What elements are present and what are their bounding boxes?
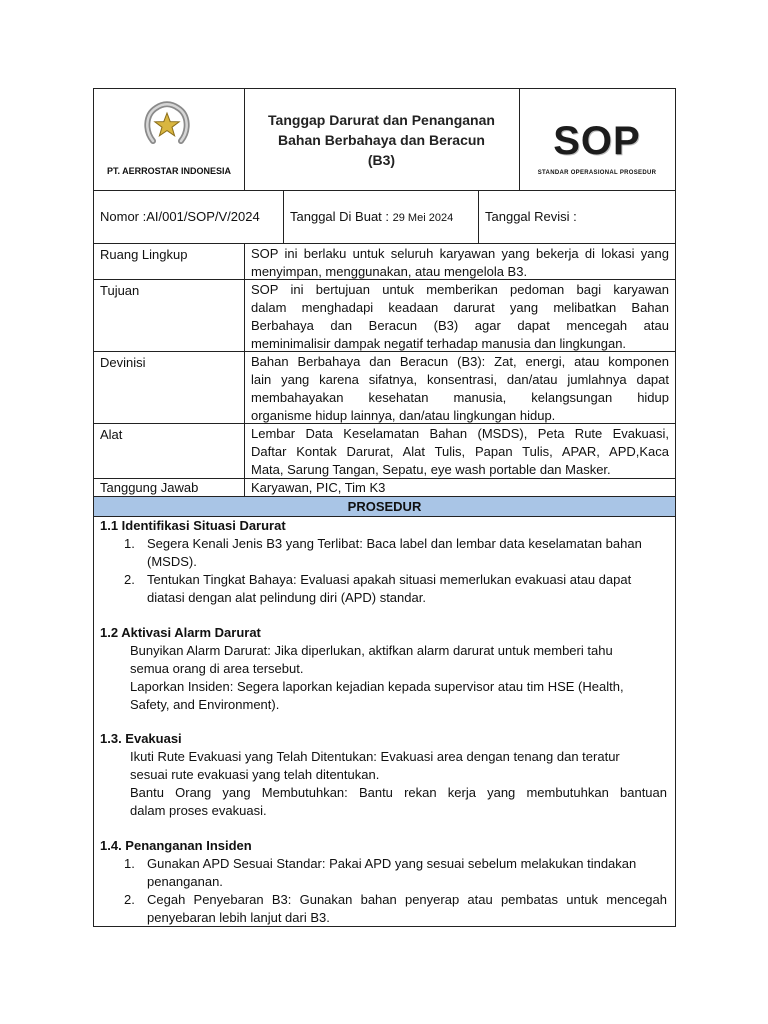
text-line: Mata, Sarung Tangan, Sepatu, eye wash portable dan Masker. <box>251 462 611 477</box>
row-label-tujuan: Tujuan <box>94 280 245 352</box>
text-line: Laporkan Insiden: Segera laporkan kejadian kepada supervisor atau tim HSE (Health, <box>130 679 624 694</box>
horseshoe-star-logo-icon <box>144 101 190 147</box>
paragraph <box>130 642 667 678</box>
text-line: Segera Kenali Jenis B3 yang Terlibat: Baca label dan lembar data keselamatan bahan <box>147 536 642 551</box>
text-line: Safety, and Environment). <box>130 697 280 712</box>
title-cell <box>244 89 520 190</box>
paragraph <box>130 784 667 820</box>
sop-caption: STANDAR OPERASIONAL PROSEDUR <box>537 170 657 176</box>
list-number: 2. <box>124 572 135 587</box>
document-meta-row <box>94 190 675 244</box>
paragraph <box>130 748 667 784</box>
row-value-alat <box>245 424 675 479</box>
text-line: semua orang di area tersebut. <box>130 661 304 676</box>
row-value-tanggung-jawab <box>245 479 675 497</box>
text-line: membahayakan kesehatan manusia, kelangsungan hidup <box>251 390 669 405</box>
prosedur-heading: PROSEDUR <box>94 497 675 517</box>
sop-cell <box>519 89 675 190</box>
paragraph <box>130 678 667 714</box>
text-line: SOP ini berlaku untuk seluruh karyawan yang bekerja di lokasi yang <box>251 246 669 261</box>
list-item <box>147 535 667 571</box>
sop-document <box>93 88 676 927</box>
text-line: SOP ini bertujuan untuk memberikan pedoman bagi karyawan <box>251 282 669 297</box>
text-line: Bantu Orang yang Membutuhkan: Bantu rekan kerja yang membutuhkan bantuan <box>130 785 667 800</box>
revision-date: Tanggal Revisi : <box>485 209 577 224</box>
text-line: dalam menghadapi keadaan darurat yang melibatkan Bahan <box>251 300 669 315</box>
section-title: 1.2 Aktivasi Alarm Darurat <box>100 625 261 640</box>
row-label-devinisi: Devinisi <box>94 352 245 424</box>
text-line: penanganan. <box>147 874 223 889</box>
list-item <box>147 571 667 607</box>
text-line: Gunakan APD Sesuai Standar: Pakai APD yang sesuai sebelum melakukan tindakan <box>147 856 637 871</box>
list-item <box>147 855 667 891</box>
document-header <box>94 89 675 191</box>
text-line: organisme hidup lainnya, dan/atau lingkungan hidup. <box>251 408 556 423</box>
text-line: Daftar Kontak Darurat, Alat Tulis, Papan Tulis, APAR, APD,Kaca <box>251 444 669 459</box>
row-value-ruang-lingkup <box>245 244 675 280</box>
text-line: diatasi dengan alat pelindung diri (APD) standar. <box>147 590 426 605</box>
text-line: Ikuti Rute Evakuasi yang Telah Ditentukan: Evakuasi area dengan tenang dan teratur <box>130 749 620 764</box>
title-line: (B3) <box>367 152 396 168</box>
created-date-label: Tanggal Di Buat : <box>290 209 390 224</box>
row-value-tujuan <box>245 280 675 352</box>
section-title: 1.4. Penanganan Insiden <box>100 838 252 853</box>
row-label-alat: Alat <box>94 424 245 479</box>
text-line: meminimalisir dampak negatif terhadap manusia dan lingkungan. <box>251 336 627 351</box>
text-line: Berbahaya dan Beracun (B3) agar dapat mencegah atau <box>251 318 669 333</box>
sop-heading: SOP <box>553 119 641 163</box>
text-line: lain yang karena sifatnya, konsentrasi, dan/atau jumlahnya dapat <box>251 372 669 387</box>
text-line: (MSDS). <box>147 554 197 569</box>
text-line: Bahan Berbahaya dan Beracun (B3): Zat, energi, atau komponen <box>251 354 669 369</box>
text-line: Lembar Data Keselamatan Bahan (MSDS), Peta Rute Evakuasi, <box>251 426 669 441</box>
logo-cell <box>94 89 245 190</box>
created-date-value: 29 Mei 2024 <box>392 212 454 224</box>
text-line: Tentukan Tingkat Bahaya: Evaluasi apakah situasi memerlukan evakuasi atau dapat <box>147 572 632 587</box>
list-item <box>147 891 667 927</box>
text-line: Karyawan, PIC, Tim K3 <box>251 480 386 495</box>
text-line: dalam proses evakuasi. <box>130 803 267 818</box>
text-line: penyebaran lebih lanjut dari B3. <box>147 910 330 925</box>
title-line: Bahan Berbahaya dan Beracun <box>278 132 485 148</box>
text-line: Bunyikan Alarm Darurat: Jika diperlukan, aktifkan alarm darurat untuk memberi tahu <box>130 643 613 658</box>
row-label-tanggung-jawab: Tanggung Jawab <box>94 479 245 497</box>
text-line: menyimpan, menggunakan, atau mengelola B3. <box>251 264 528 279</box>
section-title: 1.3. Evakuasi <box>100 731 182 746</box>
document-number: Nomor :AI/001/SOP/V/2024 <box>94 190 284 243</box>
list-number: 2. <box>124 892 135 907</box>
company-name: PT. AERROSTAR INDONESIA <box>106 166 231 176</box>
created-date <box>284 190 479 243</box>
list-number: 1. <box>124 856 135 871</box>
section-title: 1.1 Identifikasi Situasi Darurat <box>100 518 286 533</box>
document-title <box>254 110 509 170</box>
row-label-ruang-lingkup: Ruang Lingkup <box>94 244 245 280</box>
text-line: sesuai rute evakuasi yang telah ditentukan. <box>130 767 380 782</box>
title-line: Tanggap Darurat dan Penanganan <box>268 112 495 128</box>
row-value-devinisi <box>245 352 675 424</box>
text-line: Cegah Penyebaran B3: Gunakan bahan penyerap atau pembatas untuk mencegah <box>147 892 667 907</box>
list-number: 1. <box>124 536 135 551</box>
